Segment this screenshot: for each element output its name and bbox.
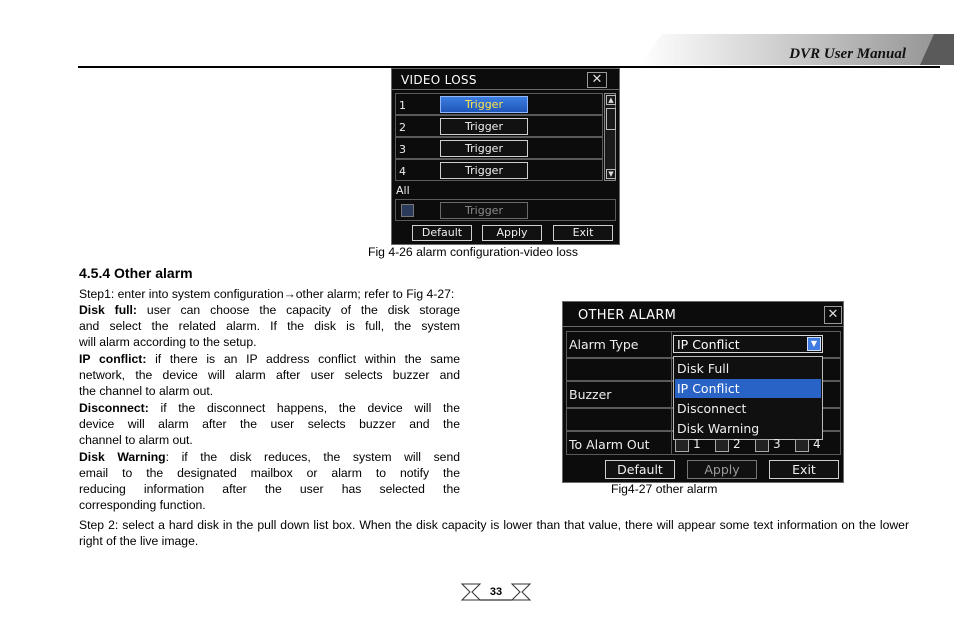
row-number: 1 — [399, 99, 406, 112]
all-checkbox[interactable] — [401, 204, 414, 217]
close-icon[interactable]: ✕ — [824, 306, 842, 324]
close-icon[interactable]: ✕ — [587, 72, 607, 88]
scroll-up-icon[interactable]: ▲ — [606, 95, 616, 105]
row-number: 3 — [399, 143, 406, 156]
scroll-thumb[interactable] — [606, 108, 616, 130]
disconnect-line3: channel to alarm out. — [79, 433, 193, 447]
alarm-type-label: Alarm Type — [569, 337, 639, 352]
trigger-button-3[interactable]: Trigger — [440, 140, 528, 157]
video-loss-window — [391, 68, 620, 245]
ip-conflict-line3: the channel to alarm out. — [79, 384, 214, 398]
scrollbar[interactable] — [604, 93, 616, 181]
option-disk-full[interactable]: Disk Full — [677, 361, 730, 376]
scroll-down-icon[interactable]: ▼ — [606, 169, 616, 179]
ip-conflict-term: IP conflict: — [79, 352, 147, 366]
disk-full-line3: will alarm according to the setup. — [79, 335, 257, 349]
fig1-caption: Fig 4-26 alarm configuration-video loss — [368, 245, 578, 259]
disconnect-text: if the disconnect happens, the device will the — [160, 401, 460, 415]
disk-warning-term: Disk Warning — [79, 450, 166, 464]
fig2-caption: Fig4-27 other alarm — [611, 482, 718, 496]
step2-text: Step 2: select a hard disk in the pull down list box. When the disk capacity is lower than that value, there will appear some text information on the lower right of the live image. — [79, 518, 909, 549]
all-label: All — [396, 184, 410, 197]
disconnect-line2: device will alarm after the user selects buzzer and the — [79, 417, 460, 431]
channel-label: 1 — [693, 437, 701, 451]
trigger-button-4[interactable]: Trigger — [440, 162, 528, 179]
option-ip-conflict[interactable]: IP Conflict — [675, 379, 821, 398]
disk-warning-line4: corresponding function. — [79, 498, 206, 512]
trigger-button-2[interactable]: Trigger — [440, 118, 528, 135]
default-button[interactable]: Default — [412, 225, 472, 241]
disk-full-text: user can choose the capacity of the disk storage — [146, 303, 460, 317]
channel-label: 2 — [733, 437, 741, 451]
alarm-type-select[interactable] — [673, 335, 823, 353]
option-disk-warning[interactable]: Disk Warning — [677, 421, 760, 436]
header-title: DVR User Manual — [789, 46, 906, 62]
section-heading: 4.5.4 Other alarm — [79, 265, 193, 281]
alarm-out-label: To Alarm Out — [569, 437, 650, 452]
disk-warning-line3: reducing information after the user has selected the — [79, 482, 460, 496]
column-divider — [671, 331, 672, 455]
disk-warning-text: : if the disk reduces, the system will send — [165, 450, 461, 464]
channel-checkbox-2[interactable] — [715, 439, 729, 452]
other-alarm-window — [562, 301, 844, 483]
channel-label: 3 — [773, 437, 781, 451]
disk-warning-line2: email to the designated mailbox or alarm to notify the — [79, 466, 460, 480]
option-disconnect[interactable]: Disconnect — [677, 401, 747, 416]
ip-conflict-line1 — [79, 351, 460, 367]
other-alarm-title: OTHER ALARM — [578, 308, 677, 323]
ip-conflict-text: if there is an IP address conflict within the same — [155, 352, 461, 366]
step1-text: Step1: enter into system configuration→other alarm; refer to Fig 4-27: — [79, 287, 455, 301]
ip-conflict-line2: network, the device will alarm after user selects buzzer and — [79, 368, 460, 382]
alarm-type-dropdown — [673, 356, 823, 440]
exit-button[interactable]: Exit — [769, 460, 839, 479]
disk-full-line2: and select the related alarm. If the disk is full, the system — [79, 319, 460, 333]
title-divider — [392, 89, 619, 90]
alarm-type-value: IP Conflict — [677, 337, 740, 352]
apply-button[interactable]: Apply — [687, 460, 757, 479]
title-divider — [563, 326, 843, 327]
chevron-down-icon[interactable]: ▼ — [807, 337, 821, 351]
all-trigger-button[interactable]: Trigger — [440, 202, 528, 219]
channel-checkbox-4[interactable] — [795, 439, 809, 452]
apply-button[interactable]: Apply — [482, 225, 542, 241]
buzzer-label: Buzzer — [569, 387, 612, 402]
row-number: 4 — [399, 165, 406, 178]
default-button[interactable]: Default — [605, 460, 675, 479]
channel-label: 4 — [813, 437, 821, 451]
row-number: 2 — [399, 121, 406, 134]
disk-full-line1 — [79, 302, 460, 318]
channel-checkbox-1[interactable] — [675, 439, 689, 452]
page-number: 33 — [489, 586, 503, 598]
video-loss-title: VIDEO LOSS — [401, 73, 477, 87]
disconnect-term: Disconnect: — [79, 401, 149, 415]
channel-checkbox-3[interactable] — [755, 439, 769, 452]
disk-full-term: Disk full: — [79, 303, 137, 317]
exit-button[interactable]: Exit — [553, 225, 613, 241]
disconnect-line1 — [79, 400, 460, 416]
trigger-button-1[interactable]: Trigger — [440, 96, 528, 113]
disk-warning-line1 — [79, 449, 460, 465]
